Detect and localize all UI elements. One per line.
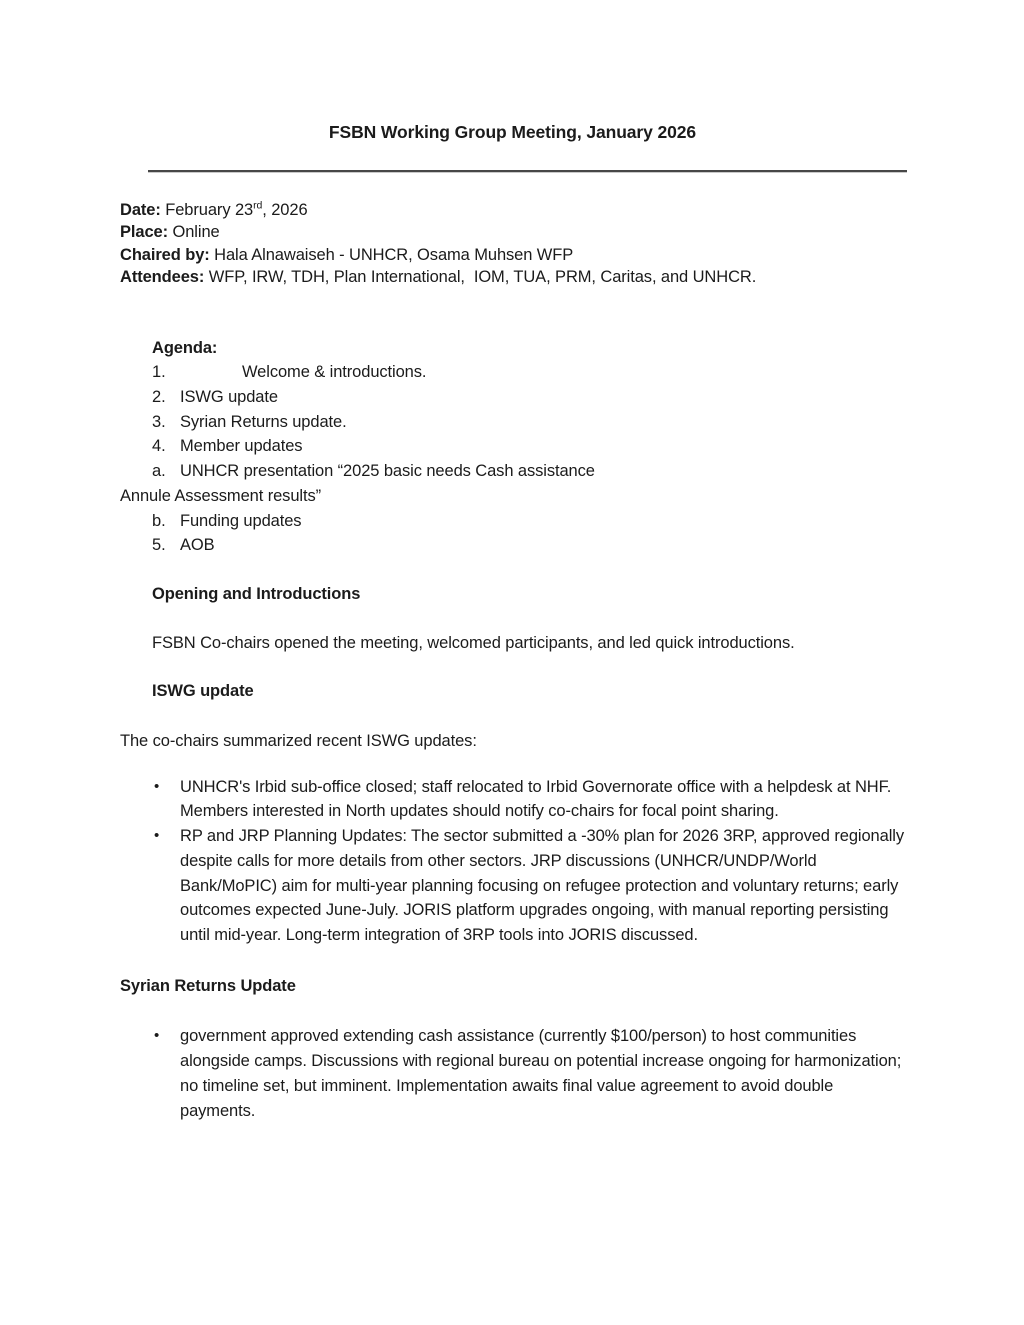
agenda-item-5 [120, 533, 905, 558]
meta-attendees-row [120, 266, 905, 288]
iswg-intro-line: The co-chairs summarized recent ISWG updates: [120, 732, 477, 751]
bullet-text: RP and JRP Planning Updates: The sector submitted a -30% plan for 2026 3RP, approved regionally despite calls for more details from other sectors. JRP discussions (UNHCR/UNDP/World Bank/MoPIC) aim for multi-year planning focusing on refugee protection and voluntary returns; early outcomes expected June-July. JORIS platform upgrades ongoing, with manual reporting persisting until mid-year. Long-term integration of 3RP tools into JORIS discussed. [180, 827, 904, 944]
agenda-item-text: ISWG update [180, 388, 278, 407]
chaired-by-label: Chaired by: [120, 245, 210, 264]
agenda-item-text: UNHCR presentation “2025 basic needs Cash assistance [180, 462, 595, 481]
agenda-item-4 [120, 434, 905, 459]
place-value: Online [172, 223, 220, 242]
iswg-bullet-2 [120, 824, 905, 948]
attendees-label: Attendees: [120, 268, 205, 287]
agenda-item-marker: 3. [152, 412, 166, 431]
date-value-rest: , 2026 [262, 201, 308, 219]
bullet-icon: • [154, 777, 160, 795]
agenda-list [120, 360, 905, 558]
agenda-item-marker: 5. [152, 536, 166, 555]
meta-place-row [120, 221, 905, 243]
meta-date-row [120, 199, 905, 221]
agenda-item-3 [120, 410, 905, 435]
agenda-item-marker: a. [152, 462, 166, 481]
agenda-item-text: Welcome & introductions. [242, 363, 427, 382]
chaired-by-value: Hala Alnawaiseh - UNHCR, Osama Muhsen WFP [214, 245, 574, 264]
agenda-item-marker: 1. [152, 363, 166, 382]
date-value-main: February 23 [165, 201, 254, 219]
agenda-heading: Agenda: [152, 338, 218, 357]
bullet-icon: • [154, 1027, 160, 1045]
agenda-item-1 [120, 360, 905, 385]
page-title: FSBN Working Group Meeting, January 2026 [328, 122, 697, 142]
place-label: Place: [120, 223, 169, 242]
agenda-item-4a-continuation: Annule Assessment results” [120, 486, 321, 505]
agenda-item-2 [120, 385, 905, 410]
opening-section-heading: Opening and Introductions [152, 584, 361, 603]
date-ordinal-suffix: rd [253, 199, 263, 212]
agenda-item-text: AOB [180, 536, 215, 555]
iswg-bullet-list [120, 775, 905, 948]
syrian-bullet-1 [120, 1024, 905, 1123]
opening-paragraph: FSBN Co-chairs opened the meeting, welcomed participants, and led quick introductions. [152, 633, 795, 652]
syrian-bullet-list [120, 1024, 905, 1123]
title-divider [148, 170, 907, 173]
date-label: Date: [120, 201, 161, 219]
bullet-text: government approved extending cash assistance (currently $100/person) to host communities alongside camps. Discussions with regional bureau on potential increase ongoing for harmonization; no timeline set, but imminent. Implementation awaits final value agreement to avoid double payments. [180, 1027, 902, 1120]
agenda-item-text: Syrian Returns update. [180, 412, 347, 431]
agenda-item-text: Funding updates [180, 511, 302, 530]
agenda-item-4a [120, 459, 905, 484]
agenda-item-4b [120, 509, 905, 534]
meta-chaired-row [120, 244, 905, 266]
syrian-returns-heading: Syrian Returns Update [120, 976, 296, 995]
agenda-item-text: Member updates [180, 437, 303, 456]
agenda-item-marker: 2. [152, 388, 166, 407]
agenda-item-marker: b. [152, 511, 166, 530]
attendees-value: WFP, IRW, TDH, Plan International, IOM, TUA, PRM, Caritas, and UNHCR. [208, 268, 757, 287]
meta-block [120, 199, 905, 289]
bullet-text: UNHCR's Irbid sub-office closed; staff relocated to Irbid Governorate office with a helpdesk at NHF. Members interested in North updates should notify co-chairs for focal point sharing. [180, 777, 892, 821]
iswg-section-heading: ISWG update [152, 682, 254, 701]
iswg-bullet-1 [120, 775, 905, 824]
agenda-item-marker: 4. [152, 437, 166, 456]
bullet-icon: • [154, 827, 160, 845]
